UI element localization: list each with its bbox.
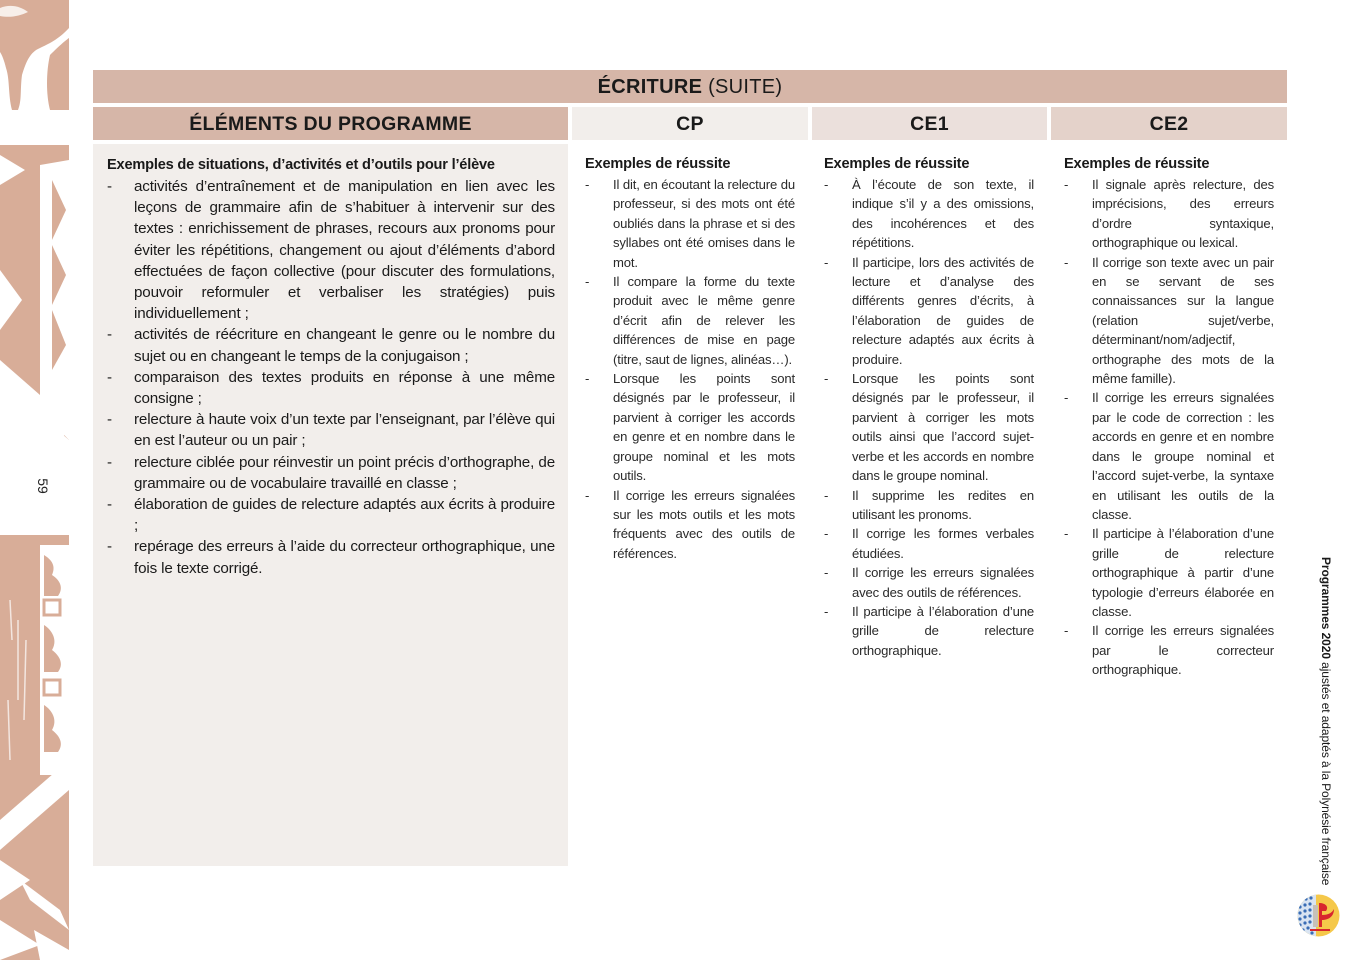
header-elements-du-programme: ÉLÉMENTS DU PROGRAMME: [93, 107, 568, 140]
list-item: - activités de réécriture en changeant le genre ou le nombre du sujet ou en changeant le temps de la conjugaison ;: [107, 326, 555, 365]
side-caption-bold: Programmes 2020: [1319, 557, 1333, 659]
list-item: - Lorsque les points sont désignés par le professeur, il parvient à corriger les accords en genre et en nombre dans le groupe nominal et les mots outils.: [585, 371, 795, 484]
section-title: [93, 70, 1287, 103]
list-item: - Il corrige les erreurs signalées avec des outils de références.: [824, 565, 1034, 600]
list-item: - Il compare la forme du texte produit avec le même genre d’écrit afin de relever les différences de mise en page (titre, saut de lignes, alinéas…).: [585, 274, 795, 367]
list-item: - repérage des erreurs à l’aide du correcteur orthographique, une fois le texte corrigé.: [107, 538, 555, 577]
list-item: - Lorsque les points sont désignés par le professeur, il parvient à corriger les mots outils ainsi que l’accord sujet-verbe et les accords en nombre dans le groupe nominal.: [824, 371, 1034, 484]
header-ce2: CE2: [1051, 107, 1287, 140]
list-item: - relecture à haute voix d’un texte par l’enseignant, par l’élève qui en est l’auteur ou un pair ;: [107, 411, 555, 450]
page-number: 59: [35, 478, 51, 494]
ce1-subtitle: Exemples de réussite: [824, 156, 970, 172]
elements-subtitle: Exemples de situations, d’activités et d’outils pour l’élève: [107, 157, 495, 173]
list-item: - Il dit, en écoutant la relecture du professeur, si des mots ont été oubliés dans la phrase et si des syllabes ont été omises dans le mot.: [585, 177, 795, 270]
cp-subtitle: Exemples de réussite: [585, 156, 731, 172]
ce1-list: [824, 175, 1034, 660]
list-item: - Il signale après relecture, des imprécisions, des erreurs d’ordre syntaxique, orthographique ou lexical.: [1064, 177, 1274, 251]
list-item: - Il corrige les erreurs signalées sur les mots outils et les mots fréquents avec des outils de références.: [585, 487, 795, 561]
ce2-list: [1064, 175, 1274, 680]
list-item: - Il supprime les redites en utilisant les pronoms.: [824, 487, 1034, 522]
list-item: - activités d’entraînement et de manipulation en lien avec les leçons de grammaire afin de s’habituer à intervenir sur des textes : enrichissement de phrases, recours aux pronoms pour éviter les répétitions, changement ou ajout d’éléments d’abord effectuées de façon collective (pour discuter des formulations, pouvoir reformuler et verbaliser les stratégies) puis individuellement ;: [107, 178, 555, 323]
cp-column: [585, 155, 795, 563]
ce1-column: [824, 155, 1034, 660]
list-item: - Il corrige les formes verbales étudiées.: [824, 526, 1034, 561]
list-item: - élaboration de guides de relecture adaptés aux écrits à produire ;: [107, 496, 555, 535]
list-item: - Il participe à l’élaboration d’une grille de relecture orthographique.: [824, 603, 1034, 658]
list-item: - À l’écoute de son texte, il indique s’il y a des omissions, des incohérences et des répétitions.: [824, 177, 1034, 251]
list-item: - Il corrige les erreurs signalées par le code de correction : les accords en genre et en nombre dans le groupe nominal et l’accord sujet-verbe, la syntaxe en utilisant les outils de la classe.: [1064, 390, 1274, 522]
list-item: - Il participe à l’élaboration d’une grille de relecture orthographique à partir d’une typologie d’erreurs élaborée en classe.: [1064, 526, 1274, 619]
ce2-column: [1064, 155, 1274, 680]
list-item: - Il corrige les erreurs signalées par le correcteur orthographique.: [1064, 623, 1274, 678]
elements-list: [107, 176, 555, 579]
header-cp: CP: [572, 107, 808, 140]
list-item: - Il participe, lors des activités de lecture et d’analyse des différents genres d’écrits, à l’élaboration de guides de relecture adaptés aux écrits à produire.: [824, 254, 1034, 367]
polynesie-francaise-emblem-icon: [1296, 893, 1341, 938]
header-ce1: CE1: [812, 107, 1047, 140]
elements-panel: [93, 144, 568, 866]
side-caption: [1318, 557, 1338, 886]
ce2-subtitle: Exemples de réussite: [1064, 156, 1210, 172]
list-item: - Il corrige son texte avec un pair en se servant de ses connaissances sur la langue (relation sujet/verbe, déterminant/nom/adjectif, orthographe des mots de la même famille).: [1064, 254, 1274, 387]
section-title-main: ÉCRITURE: [597, 76, 703, 98]
cp-list: [585, 175, 795, 563]
side-caption-rest: ajustés et adaptés à la Polynésie française: [1319, 658, 1333, 886]
list-item: - comparaison des textes produits en réponse à une même consigne ;: [107, 368, 555, 408]
list-item: - relecture ciblée pour réinvestir un point précis d’orthographe, de grammaire ou de vocabulaire travaillé en classe ;: [107, 453, 555, 492]
section-title-suffix: (SUITE): [702, 76, 783, 98]
